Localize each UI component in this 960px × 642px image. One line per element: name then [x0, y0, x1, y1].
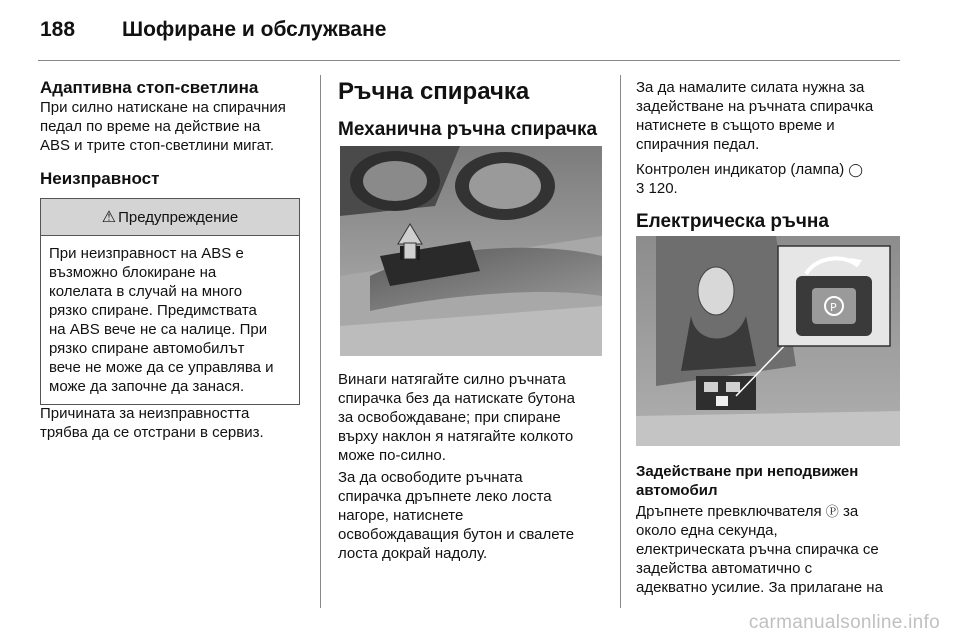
parking-brake-switch-icon: Ⓟ	[825, 504, 839, 519]
page-number: 188	[40, 18, 76, 41]
para-stationary-5: адекватно усилие. За прилагане на	[636, 579, 883, 596]
heading-adaptive-brake-light: Адаптивна стоп-светлина	[40, 78, 259, 97]
mechanical-brake-photo	[340, 146, 602, 356]
para-stationary-start: Дръпнете превключвателя	[636, 503, 822, 520]
para-release-4: освобождаващия бутон и свалете	[338, 526, 575, 543]
cause-paragraph	[40, 404, 300, 442]
warning-line: рязко спиране автомобилът	[49, 340, 245, 357]
page-title: Шофиране и обслужване	[122, 18, 387, 41]
warning-triangle-icon: ⚠	[101, 209, 117, 226]
electric-brake-switch-illustration	[636, 236, 900, 446]
para-stationary-3: електрическата ръчна спирачка се	[636, 541, 879, 558]
svg-text:P: P	[830, 301, 837, 314]
warning-header	[41, 199, 299, 236]
para-stationary-end: за	[842, 503, 859, 520]
heading-mechanical-brake: Механична ръчна спирачка	[338, 119, 598, 140]
column-1	[40, 78, 300, 441]
warning-line: възможно блокиране на	[49, 264, 217, 281]
control-indicator-text: Контролен индикатор (лампа)	[636, 161, 845, 178]
para-cause-2: трябва да се отстрани в сервиз.	[40, 424, 264, 441]
para-stationary-1	[636, 502, 906, 521]
para-release-1: За да освободите ръчната	[338, 469, 523, 486]
warning-line: колелата в случай на много	[49, 283, 243, 300]
electric-brake-photo	[636, 236, 900, 446]
page-header	[40, 14, 920, 54]
para-pull-3: за освобождаване; при спиране	[338, 409, 561, 426]
heading-stationary-1: Задействане при неподвижен	[636, 463, 859, 480]
column-divider-2	[620, 75, 621, 608]
warning-box	[40, 198, 300, 405]
para-pull-2: спирачка без да натискате бутона	[338, 390, 575, 407]
control-indicator-reference: 3 120.	[636, 180, 678, 197]
para-pull-4: върху наклон я натягайте колкото	[338, 428, 574, 445]
para-cause-1: Причината за неизправността	[40, 405, 250, 422]
para-adaptive-1: При силно натискане на спирачния	[40, 99, 286, 116]
para-reduce-2: задействане на ръчната спирачка	[636, 98, 874, 115]
pull-paragraph	[338, 370, 604, 465]
warning-line: може да започне да занася.	[49, 378, 245, 395]
column-divider-1	[320, 75, 321, 608]
para-stationary-4: задейства автоматично с	[636, 560, 813, 577]
para-stationary-2: около една секунда,	[636, 522, 778, 539]
control-indicator-line	[636, 160, 906, 179]
para-release-2: спирачка дръпнете леко лоста	[338, 488, 552, 505]
brake-lamp-icon: ◯	[848, 162, 863, 177]
watermark: carmanualsonline.info	[748, 612, 940, 633]
heading-fault: Неизправност	[40, 169, 160, 188]
para-adaptive-2: педал по време на действие на	[40, 118, 261, 135]
warning-line: вече не може да се управлява и	[49, 359, 274, 376]
para-pull-5: може по-силно.	[338, 447, 446, 464]
para-reduce-4: спирачния педал.	[636, 136, 760, 153]
para-pull-1: Винаги натягайте силно ръчната	[338, 371, 566, 388]
stationary-section	[636, 462, 906, 597]
heading-stationary-2: автомобил	[636, 482, 718, 499]
para-reduce-3: натиснете в същото време и	[636, 117, 835, 134]
column-3	[636, 78, 906, 596]
release-paragraph	[338, 468, 604, 563]
warning-line: на ABS вече не са налице. При	[49, 321, 268, 338]
para-release-5: лоста докрай надолу.	[338, 545, 488, 562]
heading-hand-brake: Ръчна спирачка	[338, 78, 530, 105]
header-divider	[38, 60, 900, 61]
warning-line: При неизправност на ABS е	[49, 245, 244, 262]
warning-line: рязко спиране. Предимствата	[49, 302, 257, 319]
para-reduce-1: За да намалите силата нужна за	[636, 79, 865, 96]
warning-title: Предупреждение	[118, 208, 239, 226]
handbrake-lever-illustration	[340, 146, 602, 356]
heading-electric-brake: Електрическа ръчна	[636, 211, 829, 232]
para-release-3: нагоре, натиснете	[338, 507, 464, 524]
column-2	[338, 78, 604, 562]
warning-body	[41, 236, 299, 404]
para-adaptive-3: ABS и трите стоп-светлини мигат.	[40, 137, 275, 154]
